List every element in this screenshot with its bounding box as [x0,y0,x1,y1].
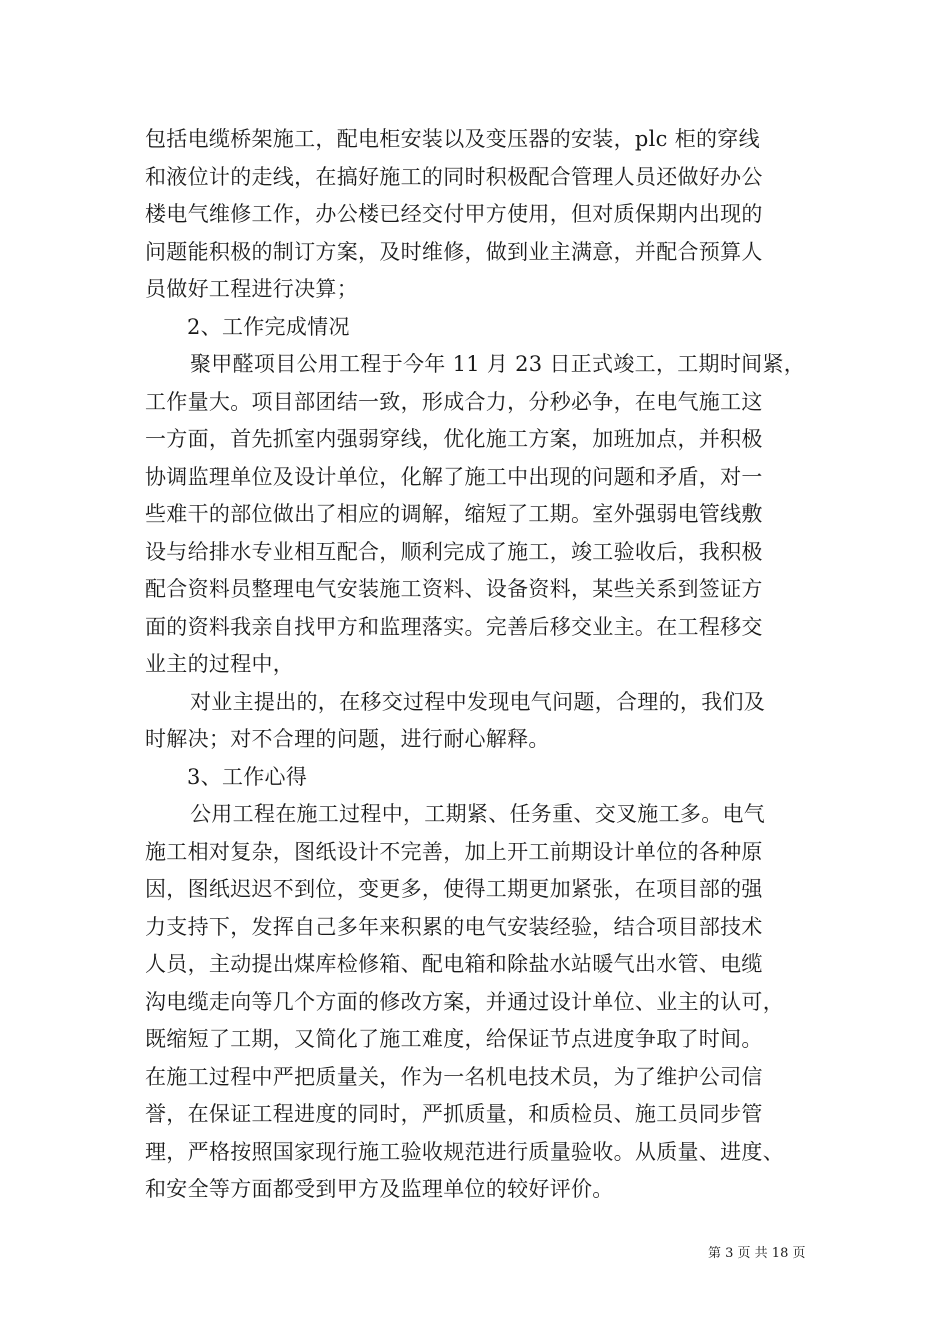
body-text-line: 在施工过程中严把质量关，作为一名机电技术员，为了维护公司信 [145,1065,763,1089]
body-text-line: 业主的过程中， [145,652,295,676]
body-text-line: 理，严格按照国家现行施工验收规范进行质量验收。从质量、进度、 [145,1140,784,1164]
body-text-line: 因，图纸迟迟不到位，变更多，使得工期更加紧张，在项目部的强 [145,877,763,901]
body-text-line: 设与给排水专业相互配合，顺利完成了施工，竣工验收后，我积极 [145,540,763,564]
body-text-line: 既缩短了工期，又简化了施工难度，给保证节点进度争取了时间。 [145,1027,763,1051]
body-text-line: 些难干的部位做出了相应的调解，缩短了工期。室外强弱电管线敷 [145,502,763,526]
body-text-line: 员做好工程进行决算； [145,277,358,301]
body-text-line: 人员，主动提出煤库检修箱、配电箱和除盐水站暖气出水管、电缆 [145,952,763,976]
body-text-line: 配合资料员整理电气安装施工资料、设备资料，某些关系到签证方 [145,577,763,601]
body-text-line: 一方面，首先抓室内强弱穿线，优化施工方案，加班加点，并积极 [145,427,763,451]
body-text-line: 楼电气维修工作，办公楼已经交付甲方使用，但对质保期内出现的 [145,202,763,226]
page-number: 第 3 页 共 18 页 [708,1246,806,1261]
body-text-line: 聚甲醛项目公用工程于今年 11 月 23 日正式竣工，工期时间紧， [190,352,806,376]
section-heading: 3、工作心得 [187,765,308,789]
body-text-line: 时解决；对不合理的问题，进行耐心解释。 [145,727,550,751]
body-text-line: 施工相对复杂，图纸设计不完善，加上开工前期设计单位的各种原 [145,840,763,864]
body-text-line: 公用工程在施工过程中，工期紧、任务重、交叉施工多。电气 [190,802,766,826]
body-text-line: 和液位计的走线，在搞好施工的同时积极配合管理人员还做好办公 [145,165,763,189]
body-text-line: 力支持下，发挥自己多年来积累的电气安装经验，结合项目部技术 [145,915,763,939]
body-text-line: 问题能积极的制订方案，及时维修，做到业主满意，并配合预算人 [145,240,763,264]
body-text-line: 协调监理单位及设计单位，化解了施工中出现的问题和矛盾，对一 [145,465,763,489]
body-text-line: 包括电缆桥架施工，配电柜安装以及变压器的安装，plc 柜的穿线 [145,127,760,151]
body-text-line: 沟电缆走向等几个方面的修改方案，并通过设计单位、业主的认可， [145,990,784,1014]
body-text-line: 誉，在保证工程进度的同时，严抓质量，和质检员、施工员同步管 [145,1102,763,1126]
body-text-line: 对业主提出的，在移交过程中发现电气问题，合理的，我们及 [190,690,766,714]
body-text-line: 工作量大。项目部团结一致，形成合力，分秒必争，在电气施工这 [145,390,763,414]
body-text-line: 面的资料我亲自找甲方和监理落实。完善后移交业主。在工程移交 [145,615,763,639]
section-heading: 2、工作完成情况 [187,315,350,339]
body-text-line: 和安全等方面都受到甲方及监理单位的较好评价。 [145,1177,614,1201]
